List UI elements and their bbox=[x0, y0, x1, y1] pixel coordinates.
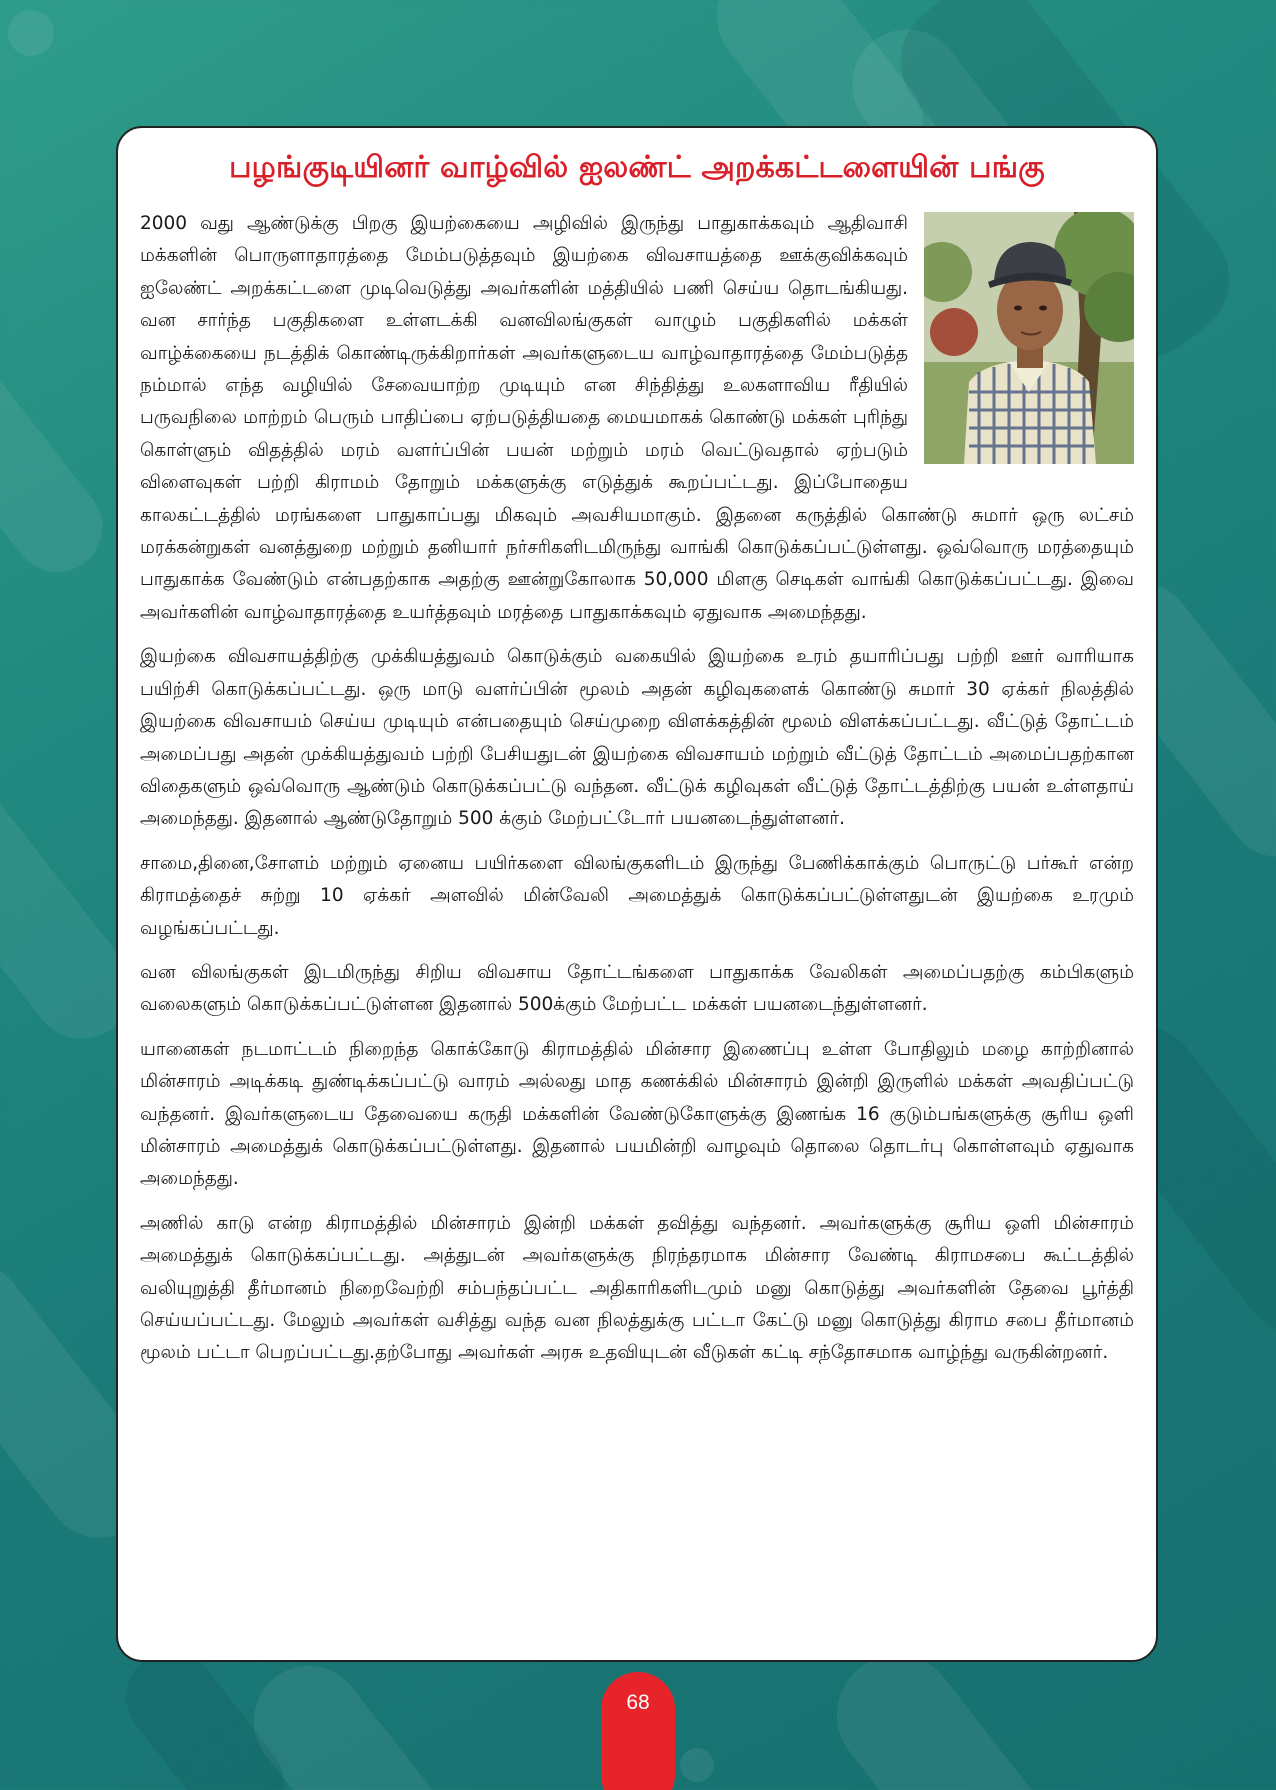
paragraph-4: வன விலங்குகள் இடமிருந்து சிறிய விவசாய தோட்டங்களை பாதுகாக்க வேலிகள் அமைப்பதற்கு கம்பிகளும் வலைகளும் கொடுக்கப்பட்டுள்ளன இதனால் 500க்கும் மேற்பட்ட மக்கள் பயனடைந்துள்ளனர். bbox=[140, 961, 1134, 1016]
paragraph-1: 2000 வது ஆண்டுக்கு பிறகு இயற்கையை அழிவில் இருந்து பாதுகாக்கவும் ஆதிவாசி மக்களின் பொருளாதாரத்தை மேம்படுத்தவும் இயற்கை விவசாயத்தை ஊக்குவிக்கவும் ஐலேண்ட் அறக்கட்டளை முடிவெடுத்து அவர்களின் மத்தியில் பணி செய்ய தொடங்கியது. வன சார்ந்த பகுதிகளை உள்ளடக்கி வனவிலங்குகள் வாழும் பகுதிகளில் மக்கள் வாழ்க்கையை நடத்திக் கொண்டிருக்கிறார்கள் அவர்களுடைய வாழ்வாதாரத்தை மேம்படுத்த நம்மால் எந்த வழியில் சேவையாற்ற முடியும் என சிந்தித்து உலகளாவிய ரீதியில் பருவநிலை மாற்றம் பெரும் பாதிப்பை ஏற்படுத்தியதை மையமாகக் கொண்டு மக்கள் புரிந்து கொள்ளும் விதத்தில் மரம் வளர்ப்பின் பயன் மற்றும் மரம் வெட்டுவதால் ஏற்படும் விளைவுகள் பற்றி கிராமம் தோறும் மக்களுக்கு எடுத்துக் கூறப்பட்டது. இப்போதைய காலகட்டத்தில் மரங்களை பாதுகாப்பது மிகவும் அவசியமாகும். இதனை கருத்தில் கொண்டு சுமார் ஒரு லட்சம் மரக்கன்றுகள் வனத்துறை மற்றும் தனியார் நர்சரிகளிடமிருந்து வாங்கி கொடுக்கப்பட்டுள்ளது. ஒவ்வொரு மரத்தையும் பாதுகாக்க வேண்டும் என்பதற்காக அதற்கு ஊன்றுகோலாக 50,000 மிளகு செடிகள் வாங்கி கொடுக்கப்பட்டது. இவை அவர்களின் வாழ்வாதாரத்தை உயர்த்தவும் மரத்தை பாதுகாக்கவும் ஏதுவாக அமைந்தது. bbox=[140, 213, 1134, 623]
article-card bbox=[116, 126, 1158, 1662]
paragraph-3: சாமை,தினை,சோளம் மற்றும் ஏனைய பயிர்களை விலங்குகளிடம் இருந்து பேணிக்காக்கும் பொருட்டு பர்கூர் என்ற கிராமத்தைச் சுற்று 10 ஏக்கர் அளவில் மின்வேலி அமைத்துக் கொடுக்கப்பட்டுள்ளதுடன் இயற்கை உரமும் வழங்கப்பட்டது. bbox=[140, 852, 1134, 939]
page-number-tab bbox=[601, 1672, 675, 1790]
page-number: 68 bbox=[626, 1691, 650, 1714]
paragraph-6: அணில் காடு என்ற கிராமத்தில் மின்சாரம் இன்றி மக்கள் தவித்து வந்தனர். அவர்களுக்கு சூரிய ஒளி மின்சாரம் அமைத்துக் கொடுக்கப்பட்டது. அத்துடன் அவர்களுக்கு நிரந்தரமாக மின்சார வேண்டி கிராமசபை கூட்டத்தில் வலியுறுத்தி தீர்மானம் நிறைவேற்றி சம்பந்தப்பட்ட அதிகாரிகளிடமும் மனு கொடுத்து அவர்களின் தேவை பூர்த்தி செய்யப்பட்டது. மேலும் அவர்கள் வசித்து வந்த வன நிலத்துக்கு பட்டா கேட்டு மனு கொடுத்து கிராம சபை தீர்மானம் மூலம் பட்டா பெறப்பட்டது.தற்போது அவர்கள் அரசு உதவியுடன் வீடுகள் கட்டி சந்தோசமாக வாழ்ந்து வருகின்றனர். bbox=[140, 1212, 1134, 1364]
paragraph-5: யானைகள் நடமாட்டம் நிறைந்த கொக்கோடு கிராமத்தில் மின்சார இணைப்பு உள்ள போதிலும் மழை காற்றினால் மின்சாரம் அடிக்கடி துண்டிக்கப்பட்டு வாரம் அல்லது மாத கணக்கில் மின்சாரம் இன்றி இருளில் மக்கள் அவதிப்பட்டு வந்தனர். இவர்களுடைய தேவையை கருதி மக்களின் வேண்டுகோளுக்கு இணங்க 16 குடும்பங்களுக்கு சூரிய ஒளி மின்சாரம் அமைத்துக் கொடுக்கப்பட்டுள்ளது. இதனால் பயமின்றி வாழவும் தொலை தொடர்பு கொள்ளவும் ஏதுவாக அமைந்தது. bbox=[140, 1038, 1134, 1190]
paragraph-2: இயற்கை விவசாயத்திற்கு முக்கியத்துவம் கொடுக்கும் வகையில் இயற்கை உரம் தயாரிப்பது பற்றி ஊர் வாரியாக பயிற்சி கொடுக்கப்பட்டது. ஒரு மாடு வளர்ப்பின் மூலம் அதன் கழிவுகளைக் கொண்டு சுமார் 30 ஏக்கர் நிலத்தில் இயற்கை விவசாயம் செய்ய முடியும் என்பதையும் செய்முறை விளக்கத்தின் மூலம் விளக்கப்பட்டது. வீட்டுத் தோட்டம் அமைப்பது அதன் முக்கியத்துவம் பற்றி பேசியதுடன் இயற்கை விவசாயம் மற்றும் வீட்டுத் தோட்டம் அமைப்பதற்கான விதைகளும் ஒவ்வொரு ஆண்டும் கொடுக்கப்பட்டு வந்தன. வீட்டுக் கழிவுகள் வீட்டுத் தோட்டத்திற்கு பயன் உள்ளதாய் அமைந்தது. இதனால் ஆண்டுதோறும் 500 க்கும் மேற்பட்டோர் பயனடைந்துள்ளனர். bbox=[140, 646, 1134, 830]
article-title: பழங்குடியினர் வாழ்வில் ஐலண்ட் அறக்கட்டளையின் பங்கு bbox=[229, 150, 1045, 185]
portrait-photo bbox=[924, 212, 1134, 464]
